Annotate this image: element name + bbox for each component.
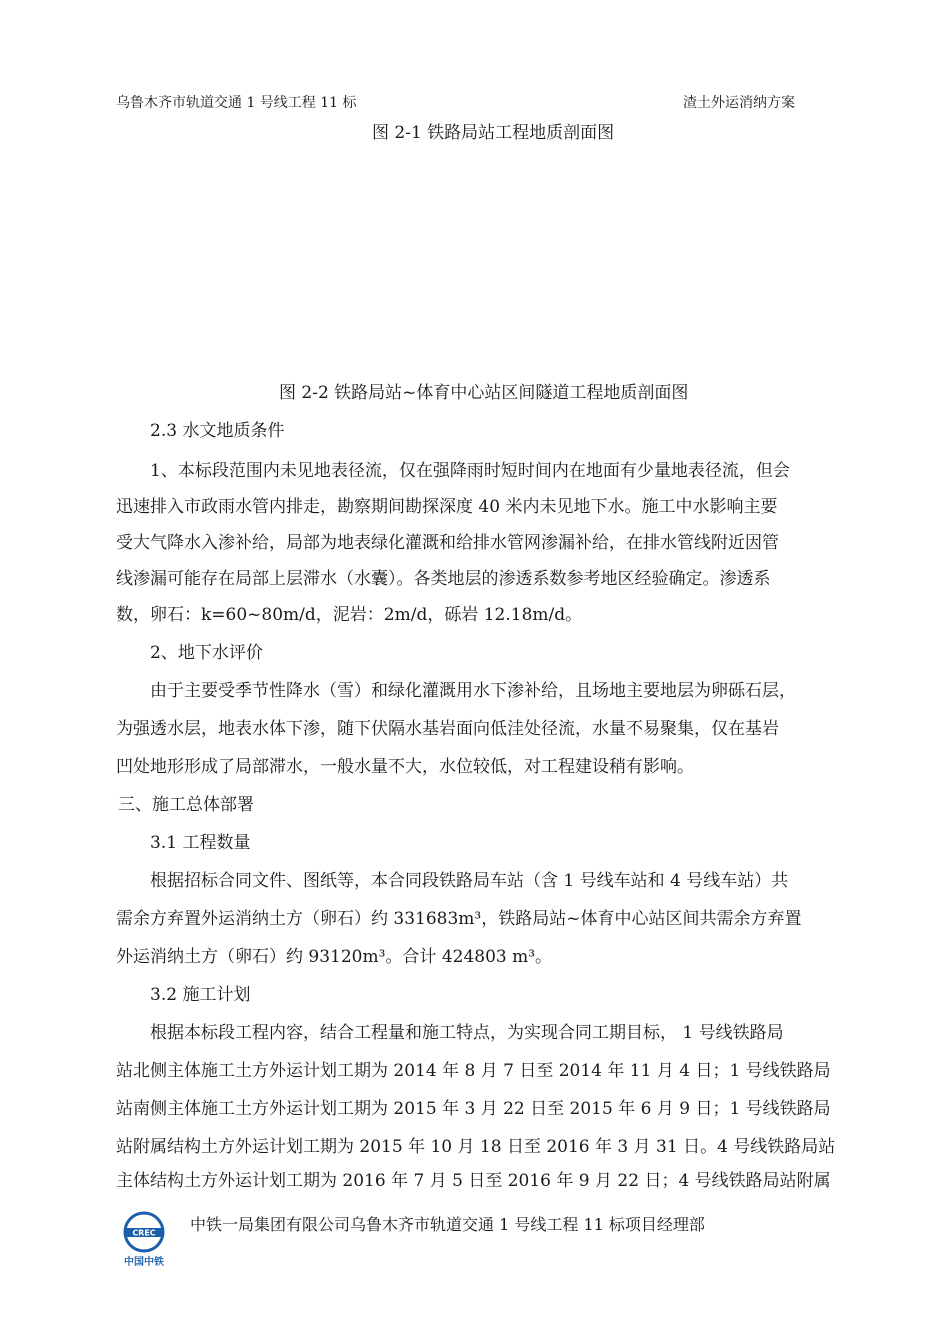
figure-caption-2-2: 图 2-2 铁路局站~体育中心站区间隧道工程地质剖面图 xyxy=(279,383,689,403)
paragraph-line: 主体结构土方外运计划工期为 2016 年 7 月 5 日至 2016 年 9 月 22 日；4 号线铁路局站附属 xyxy=(116,1171,831,1191)
header-right: 渣土外运消纳方案 xyxy=(683,95,795,111)
section-heading: 三、施工总体部署 xyxy=(118,795,254,815)
paragraph-line: 根据本标段工程内容，结合工程量和施工特点，为实现合同工期目标， 1 号线铁路局 xyxy=(150,1023,784,1043)
header-left: 乌鲁木齐市轨道交通 1 号线工程 11 标 xyxy=(116,95,357,111)
paragraph-line: 凹处地形形成了局部滞水，一般水量不大，水位较低，对工程建设稍有影响。 xyxy=(116,757,694,777)
logo-caption-text: 中国中铁 xyxy=(124,1257,164,1268)
paragraph-line: 迅速排入市政雨水管内排走，勘察期间勘探深度 40 米内未见地下水。施工中水影响主要 xyxy=(116,497,778,517)
paragraph-line: 数，卵石：k=60~80m/d，泥岩：2m/d，砾岩 12.18m/d。 xyxy=(116,605,583,625)
paragraph-line: 站附属结构土方外运计划工期为 2015 年 10 月 18 日至 2016 年 3 月 31 日。4 号线铁路局站 xyxy=(116,1137,836,1157)
paragraph-line: 站南侧主体施工土方外运计划工期为 2015 年 3 月 22 日至 2015 年 6 月 9 日；1 号线铁路局 xyxy=(116,1099,831,1119)
figure-caption-2-1: 图 2-1 铁路局站工程地质剖面图 xyxy=(372,123,615,143)
section-heading: 2.3 水文地质条件 xyxy=(150,421,285,441)
paragraph-line: 需余方弃置外运消纳土方（卵石）约 331683m³，铁路局站~体育中心站区间共需余方弃置 xyxy=(116,909,802,929)
crec-logo-icon xyxy=(112,1210,176,1270)
paragraph-line: 受大气降水入渗补给，局部为地表绿化灌溉和给排水管网渗漏补给，在排水管线附近因管 xyxy=(116,533,779,553)
paragraph-line: 站北侧主体施工土方外运计划工期为 2014 年 8 月 7 日至 2014 年 11 月 4 日；1 号线铁路局 xyxy=(116,1061,831,1081)
section-heading: 3.1 工程数量 xyxy=(150,833,251,853)
logo-mark-text: CREC xyxy=(132,1228,156,1238)
paragraph-line: 为强透水层，地表水体下渗，随下伏隔水基岩面向低洼处径流，水量不易聚集，仅在基岩 xyxy=(116,719,779,739)
paragraph-line: 由于主要受季节性降水（雪）和绿化灌溉用水下渗补给，且场地主要地层为卵砾石层， xyxy=(150,681,796,701)
paragraph-line: 外运消纳土方（卵石）约 93120m³。合计 424803 m³。 xyxy=(116,947,553,967)
crec-logo xyxy=(112,1210,176,1270)
section-heading: 2、地下水评价 xyxy=(150,643,263,663)
paragraph-line: 1、本标段范围内未见地表径流，仅在强降雨时短时间内在地面有少量地表径流，但会 xyxy=(150,461,790,481)
paragraph-line: 根据招标合同文件、图纸等，本合同段铁路局车站（含 1 号线车站和 4 号线车站）共 xyxy=(150,871,789,891)
footer-text: 中铁一局集团有限公司乌鲁木齐市轨道交通 1 号线工程 11 标项目经理部 xyxy=(190,1215,705,1234)
paragraph-line: 线渗漏可能存在局部上层滞水（水囊）。各类地层的渗透系数参考地区经验确定。渗透系 xyxy=(116,569,771,589)
section-heading: 3.2 施工计划 xyxy=(150,985,251,1005)
